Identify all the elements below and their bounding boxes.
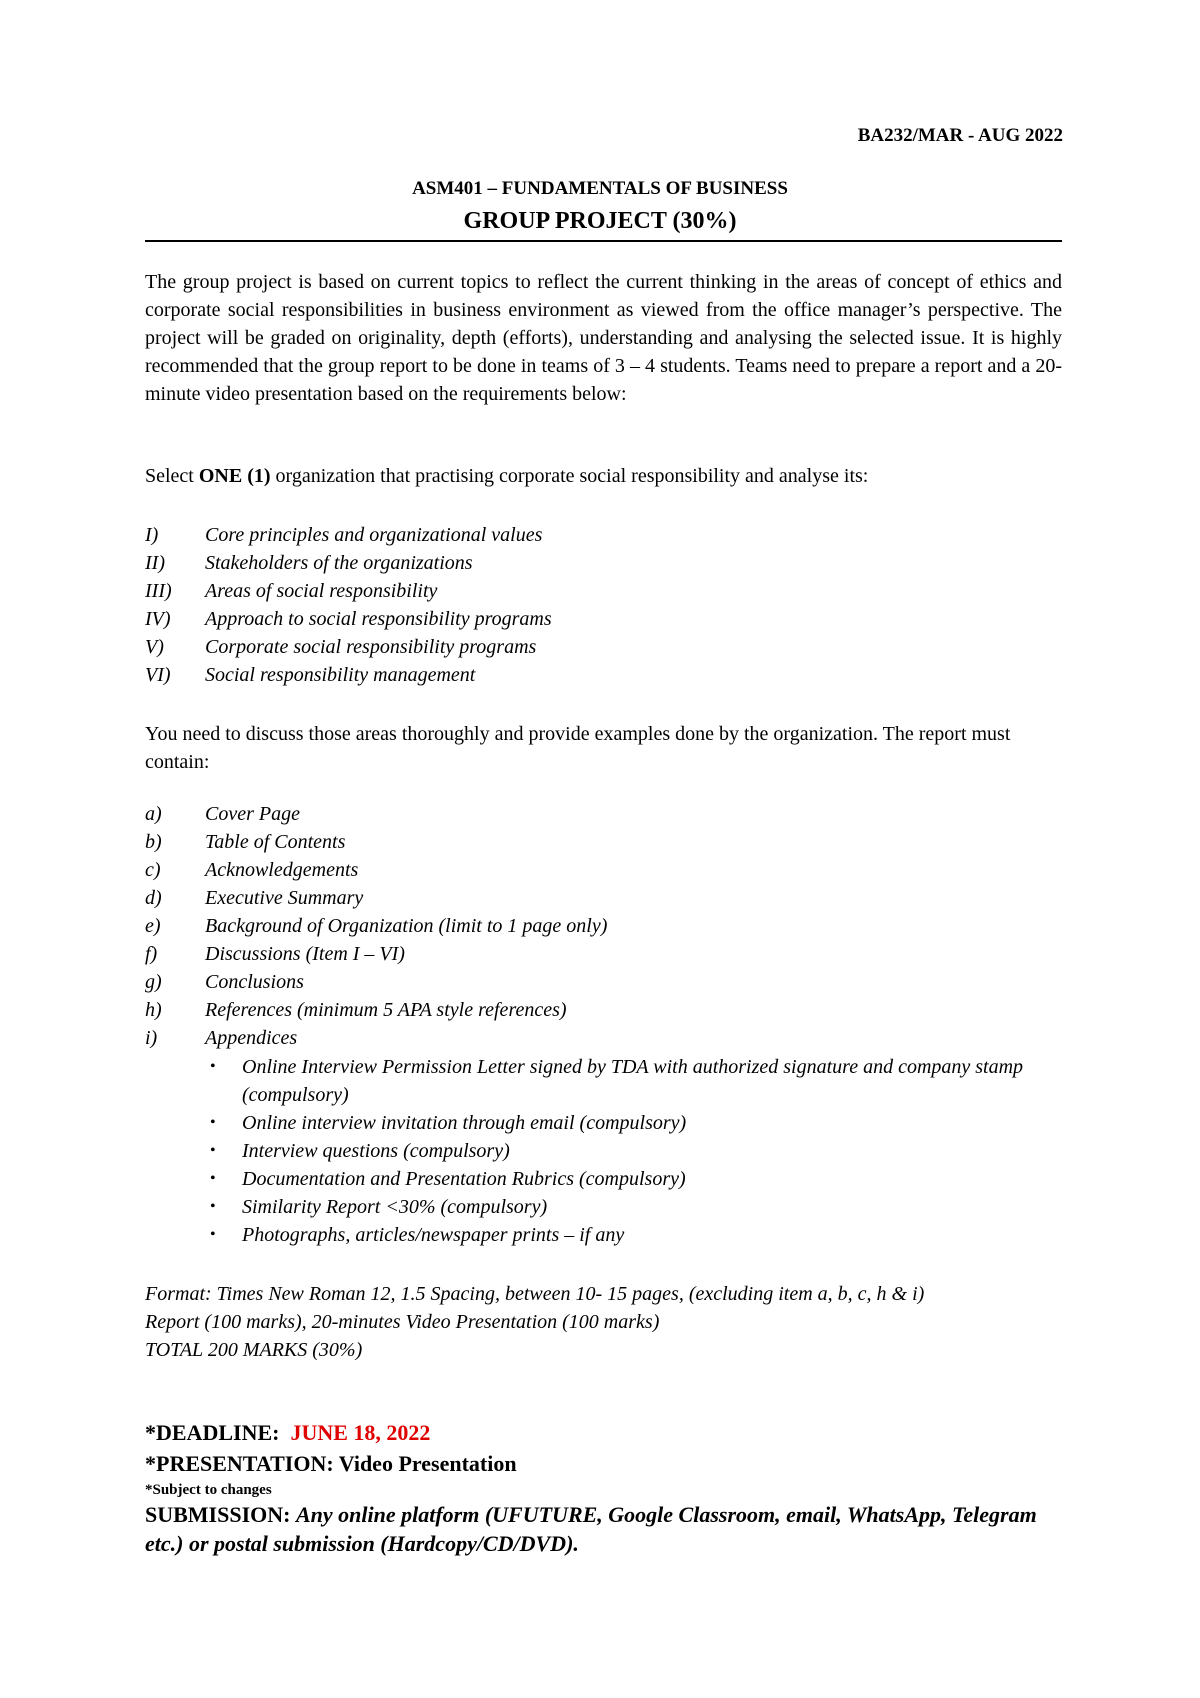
select-text-bold: ONE (1) bbox=[198, 465, 271, 487]
title-divider bbox=[145, 240, 1062, 242]
appendix-text: Interview questions (compulsory) bbox=[242, 1140, 510, 1162]
list-item-text: Stakeholders of the organizations bbox=[205, 552, 473, 574]
bullet-icon: • bbox=[210, 1114, 216, 1131]
list-item-text: Appendices bbox=[205, 1027, 298, 1049]
appendix-item bbox=[205, 1137, 1065, 1165]
list-marker: a) bbox=[145, 803, 162, 825]
bullet-icon: • bbox=[210, 1058, 216, 1075]
presentation-value: Video Presentation bbox=[338, 1451, 517, 1476]
presentation-label: *PRESENTATION: bbox=[145, 1451, 334, 1476]
list-marker: VI) bbox=[145, 664, 171, 686]
marks-line: Report (100 marks), 20-minutes Video Presentation (100 marks) bbox=[145, 1311, 660, 1333]
course-title: ASM401 – FUNDAMENTALS OF BUSINESS bbox=[412, 178, 788, 199]
intro-paragraph: The group project is based on current topics to reflect the current thinking in the areas of concept of ethics and corporate social responsibilities in business environment as viewed from the office manager’s perspective. The project will be graded on originality, depth (efforts), understanding and analysing the selected issue. It is highly recommended that the group report to be done in teams of 3 – 4 students. Teams need to prepare a report and a 20-minute video presentation based on the requirements below: bbox=[145, 271, 1062, 405]
appendix-item bbox=[205, 1165, 1065, 1193]
list-item-text: Cover Page bbox=[205, 803, 300, 825]
bullet-icon: • bbox=[210, 1226, 216, 1243]
list-item-text: Acknowledgements bbox=[205, 859, 359, 881]
list-item-text: Conclusions bbox=[205, 971, 304, 993]
list-marker: d) bbox=[145, 887, 162, 909]
format-line: Format: Times New Roman 12, 1.5 Spacing, between 10- 15 pages, (excluding item a, b, c, h & i) bbox=[145, 1283, 925, 1305]
appendices-list bbox=[205, 1053, 1065, 1249]
format-block bbox=[145, 1280, 1062, 1364]
project-title: GROUP PROJECT (30%) bbox=[463, 208, 737, 234]
list-marker: III) bbox=[145, 580, 172, 602]
list-item-text: Areas of social responsibility bbox=[205, 580, 438, 602]
list-item-text: Discussions (Item I – VI) bbox=[205, 943, 405, 965]
appendix-text: Online interview invitation through email (compulsory) bbox=[242, 1112, 687, 1134]
list-marker: I) bbox=[145, 524, 159, 546]
list-marker: c) bbox=[145, 859, 161, 881]
list-marker: II) bbox=[145, 552, 165, 574]
bullet-icon: • bbox=[210, 1170, 216, 1187]
appendix-item bbox=[205, 1109, 1065, 1137]
select-instruction bbox=[145, 465, 868, 488]
list-marker: g) bbox=[145, 971, 162, 993]
list-item-text: References (minimum 5 APA style references) bbox=[205, 999, 567, 1021]
select-text-before: Select bbox=[145, 465, 199, 487]
deadline-line bbox=[145, 1420, 430, 1446]
total-line: TOTAL 200 MARKS (30%) bbox=[145, 1339, 363, 1361]
appendix-text: Online Interview Permission Letter signed by TDA with authorized signature and company stamp (compulsory) bbox=[242, 1056, 1024, 1106]
select-text-after: organization that practising corporate social responsibility and analyse its: bbox=[270, 465, 869, 487]
list-item-text: Approach to social responsibility programs bbox=[205, 608, 552, 630]
subject-note: *Subject to changes bbox=[145, 1482, 272, 1498]
course-code: BA232/MAR - AUG 2022 bbox=[857, 125, 1063, 146]
deadline-date: JUNE 18, 2022 bbox=[290, 1420, 431, 1445]
list-marker: f) bbox=[145, 943, 158, 965]
appendix-item bbox=[205, 1193, 1065, 1221]
presentation-line bbox=[145, 1451, 517, 1477]
deadline-label: *DEADLINE: bbox=[145, 1420, 280, 1445]
bullet-icon: • bbox=[210, 1142, 216, 1159]
submission-label: SUBMISSION: bbox=[145, 1502, 291, 1527]
list-item-text: Table of Contents bbox=[205, 831, 346, 853]
list-marker: e) bbox=[145, 915, 161, 937]
list-item-text: Background of Organization (limit to 1 page only) bbox=[205, 915, 608, 937]
list-item-text: Corporate social responsibility programs bbox=[205, 636, 537, 658]
list-item-text: Core principles and organizational values bbox=[205, 524, 543, 546]
list-marker: V) bbox=[145, 636, 164, 658]
submission-line bbox=[145, 1500, 1062, 1558]
appendix-text: Documentation and Presentation Rubrics (compulsory) bbox=[242, 1168, 686, 1190]
submission-value: Any online platform (UFUTURE, Google Classroom, email, WhatsApp, Telegram etc.) or postal submission (Hardcopy/CD/DVD). bbox=[145, 1502, 1037, 1556]
appendix-item bbox=[205, 1221, 1065, 1249]
list-marker: b) bbox=[145, 831, 162, 853]
appendix-text: Photographs, articles/newspaper prints – if any bbox=[242, 1224, 625, 1246]
list-marker: IV) bbox=[145, 608, 171, 630]
list-item-text: Executive Summary bbox=[205, 887, 364, 909]
bullet-icon: • bbox=[210, 1198, 216, 1215]
discuss-paragraph: You need to discuss those areas thoroughly and provide examples done by the organization. The report must contain: bbox=[145, 723, 1011, 773]
list-marker: h) bbox=[145, 999, 162, 1021]
appendix-item bbox=[205, 1053, 1065, 1109]
list-item-text: Social responsibility management bbox=[205, 664, 476, 686]
appendix-text: Similarity Report <30% (compulsory) bbox=[242, 1196, 548, 1218]
list-marker: i) bbox=[145, 1027, 158, 1049]
